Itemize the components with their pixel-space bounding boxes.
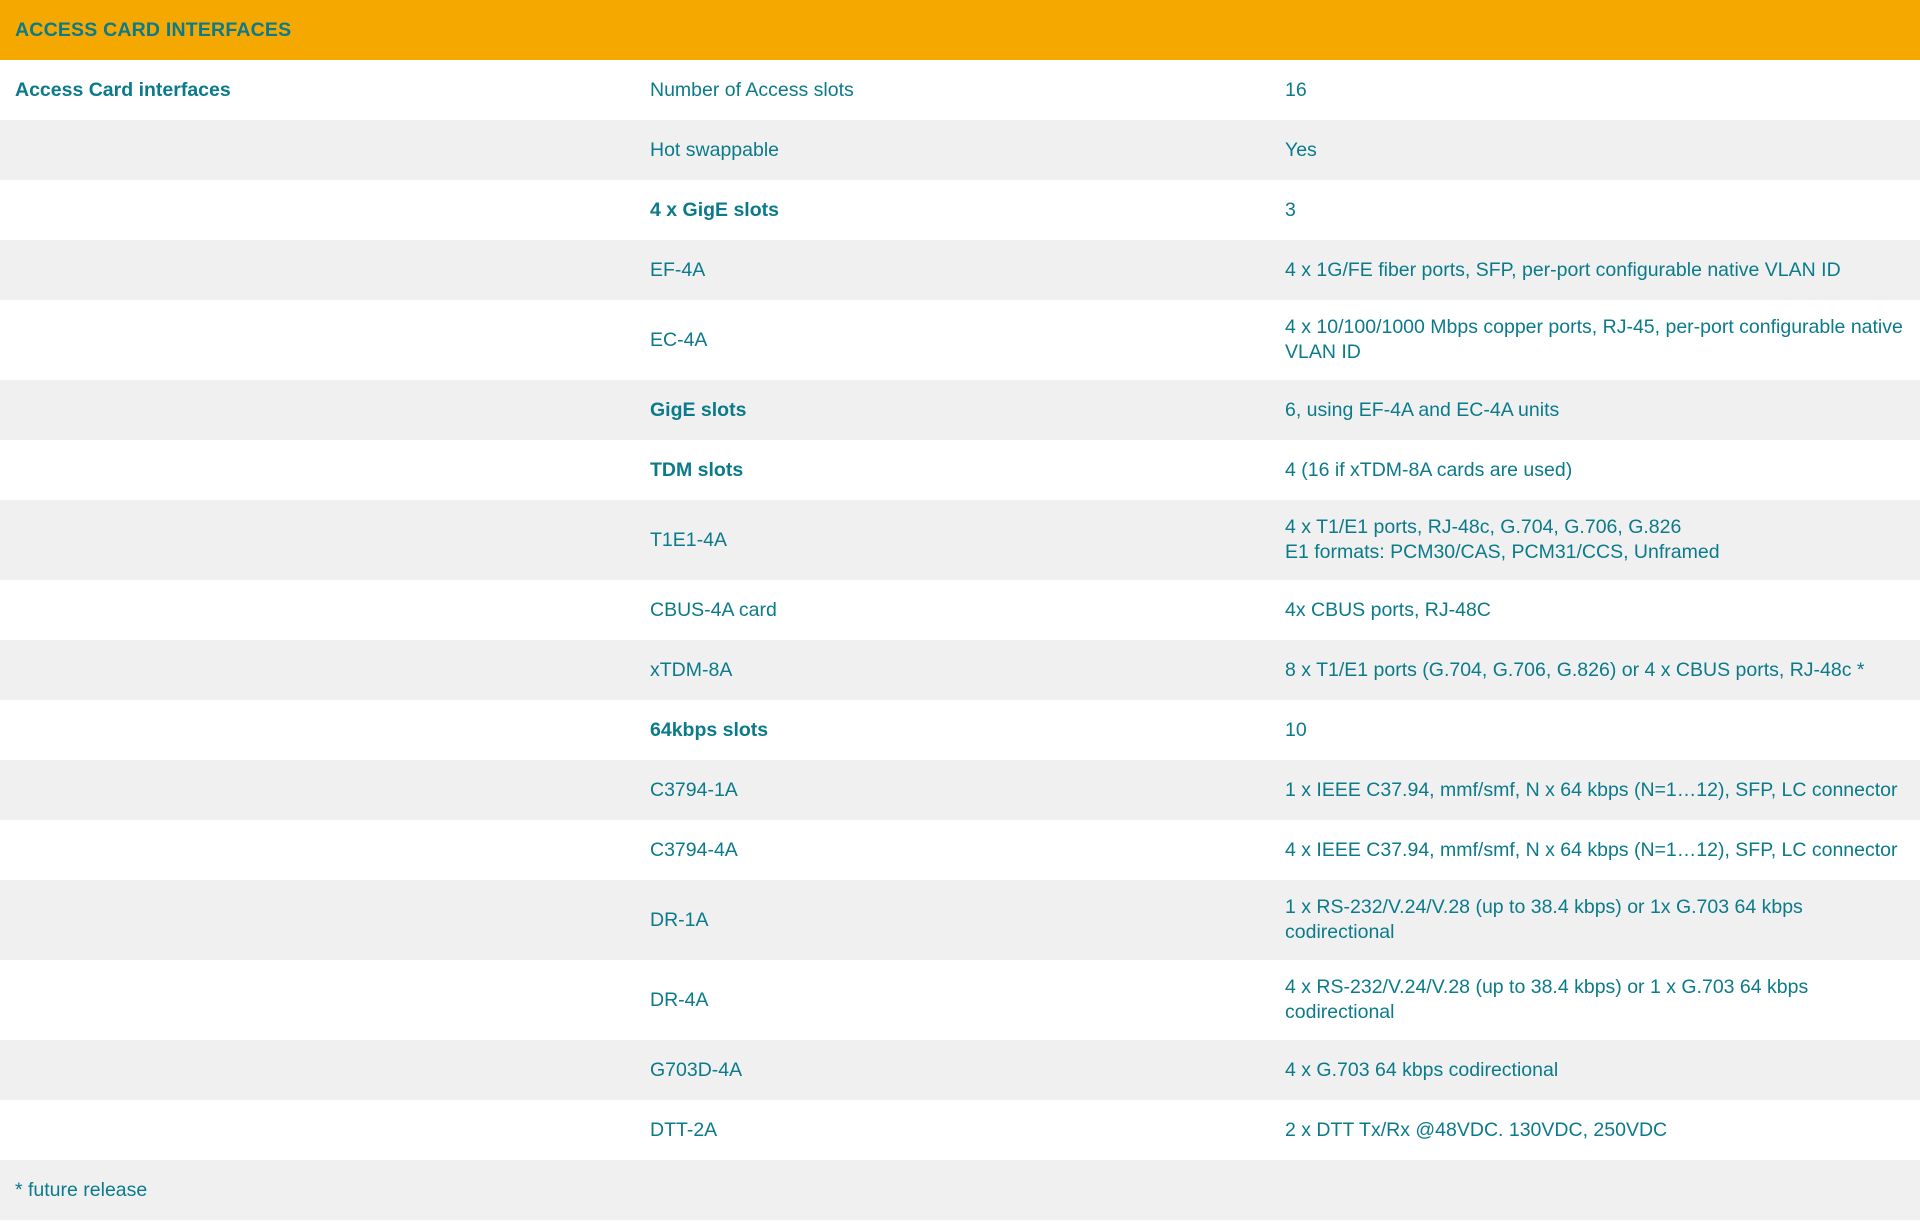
- spec-value: 4x CBUS ports, RJ-48C: [1270, 580, 1920, 640]
- spec-name: 64kbps slots: [635, 700, 1270, 760]
- empty-cell: [0, 1040, 635, 1100]
- spec-value: 6, using EF-4A and EC-4A units: [1270, 380, 1920, 440]
- table-row: [0, 240, 1920, 300]
- empty-cell: [0, 760, 635, 820]
- table-row: [0, 580, 1920, 640]
- spec-name: Number of Access slots: [635, 60, 1270, 120]
- spec-value-line: 4 x T1/E1 ports, RJ-48c, G.704, G.706, G.826: [1285, 516, 1682, 538]
- spec-value-line: E1 formats: PCM30/CAS, PCM31/CCS, Unframed: [1285, 541, 1720, 563]
- spec-value: Yes: [1270, 120, 1920, 180]
- empty-cell: [0, 500, 635, 580]
- footnote: * future release: [0, 1160, 1920, 1220]
- spec-name: EF-4A: [635, 240, 1270, 300]
- spec-name: DR-1A: [635, 880, 1270, 960]
- spec-name: DTT-2A: [635, 1100, 1270, 1160]
- spec-value: 10: [1270, 700, 1920, 760]
- footnote-row: [0, 1160, 1920, 1220]
- spec-name: T1E1-4A: [635, 500, 1270, 580]
- spec-name: G703D-4A: [635, 1040, 1270, 1100]
- empty-cell: [0, 960, 635, 1040]
- spec-name: xTDM-8A: [635, 640, 1270, 700]
- spec-value: 8 x T1/E1 ports (G.704, G.706, G.826) or 4 x CBUS ports, RJ-48c *: [1270, 640, 1920, 700]
- spec-name: CBUS-4A card: [635, 580, 1270, 640]
- empty-cell: [0, 300, 635, 380]
- spec-value: 4 x IEEE C37.94, mmf/smf, N x 64 kbps (N=1…12), SFP, LC connector: [1270, 820, 1920, 880]
- section-title: ACCESS CARD INTERFACES: [0, 0, 1920, 60]
- table-row: [0, 640, 1920, 700]
- spec-value-multiline: [1270, 500, 1920, 580]
- table-row: [0, 1040, 1920, 1100]
- table-row: [0, 380, 1920, 440]
- table-row: [0, 60, 1920, 120]
- empty-cell: [0, 120, 635, 180]
- table-row: [0, 700, 1920, 760]
- spec-name: Hot swappable: [635, 120, 1270, 180]
- spec-value: 1 x IEEE C37.94, mmf/smf, N x 64 kbps (N=1…12), SFP, LC connector: [1270, 760, 1920, 820]
- spec-value: 16: [1270, 60, 1920, 120]
- spec-value: 4 x RS-232/V.24/V.28 (up to 38.4 kbps) or 1 x G.703 64 kbps codirectional: [1270, 960, 1920, 1040]
- table-row: [0, 120, 1920, 180]
- empty-cell: [0, 180, 635, 240]
- table-row: [0, 1100, 1920, 1160]
- table-row: [0, 820, 1920, 880]
- empty-cell: [0, 640, 635, 700]
- spec-name: TDM slots: [635, 440, 1270, 500]
- spec-name: 4 x GigE slots: [635, 180, 1270, 240]
- empty-cell: [0, 440, 635, 500]
- spec-name: C3794-4A: [635, 820, 1270, 880]
- table-row: [0, 300, 1920, 380]
- empty-cell: [0, 820, 635, 880]
- table-row: [0, 440, 1920, 500]
- table-row: [0, 960, 1920, 1040]
- spec-value: 4 x G.703 64 kbps codirectional: [1270, 1040, 1920, 1100]
- spec-name: EC-4A: [635, 300, 1270, 380]
- empty-cell: [0, 580, 635, 640]
- spec-value: 4 x 10/100/1000 Mbps copper ports, RJ-45, per-port configurable native VLAN ID: [1270, 300, 1920, 380]
- empty-cell: [0, 240, 635, 300]
- table-header-row: [0, 0, 1920, 60]
- empty-cell: [0, 880, 635, 960]
- table-row: [0, 760, 1920, 820]
- spec-name: GigE slots: [635, 380, 1270, 440]
- table-row: [0, 880, 1920, 960]
- table-row: [0, 500, 1920, 580]
- spec-value: 2 x DTT Tx/Rx @48VDC. 130VDC, 250VDC: [1270, 1100, 1920, 1160]
- spec-name: DR-4A: [635, 960, 1270, 1040]
- empty-cell: [0, 380, 635, 440]
- spec-value: 3: [1270, 180, 1920, 240]
- spec-value: 4 (16 if xTDM-8A cards are used): [1270, 440, 1920, 500]
- group-label: Access Card interfaces: [0, 60, 635, 120]
- table-row: [0, 180, 1920, 240]
- empty-cell: [0, 1100, 635, 1160]
- spec-value: 1 x RS-232/V.24/V.28 (up to 38.4 kbps) or 1x G.703 64 kbps codirectional: [1270, 880, 1920, 960]
- spec-name: C3794-1A: [635, 760, 1270, 820]
- spec-value: 4 x 1G/FE fiber ports, SFP, per-port configurable native VLAN ID: [1270, 240, 1920, 300]
- empty-cell: [0, 700, 635, 760]
